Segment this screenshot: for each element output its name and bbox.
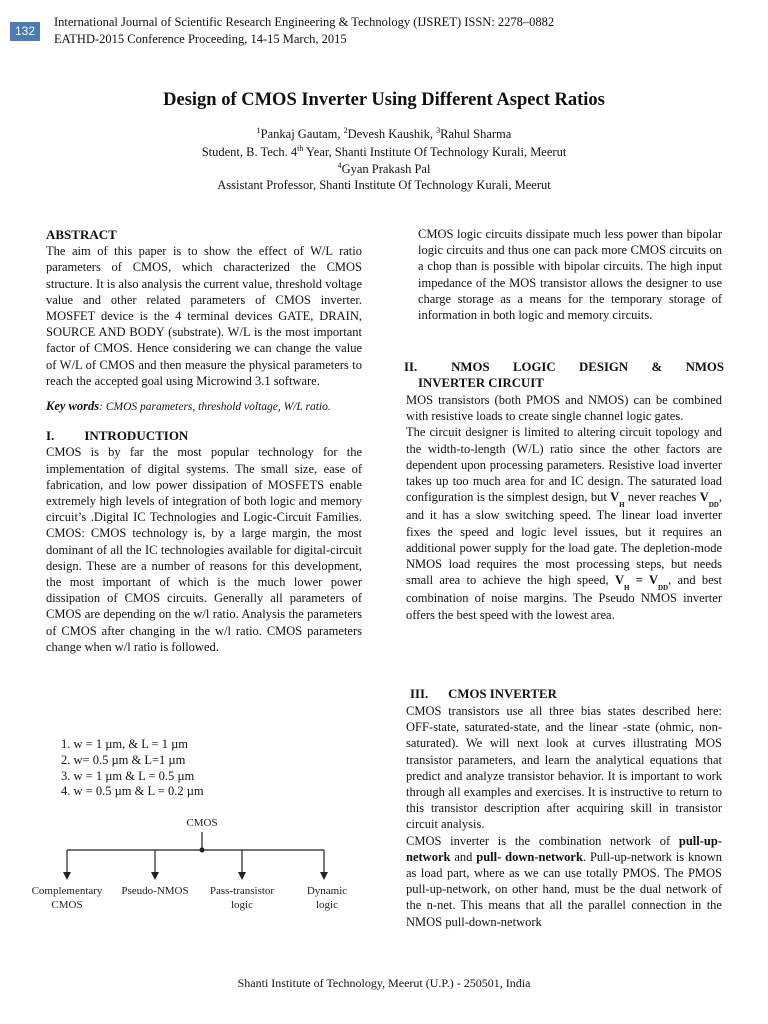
professor-affiliation: Assistant Professor, Shanti Institute Of Technology Kurali, Meerut	[217, 178, 551, 192]
arrowhead-icon	[238, 872, 246, 880]
intro-heading: I. INTRODUCTION	[46, 428, 189, 444]
keywords: Key words: CMOS parameters, threshold voltage, W/L ratio.	[46, 399, 331, 414]
page-footer: Shanti Institute of Technology, Meerut (U.P.) - 250501, India	[237, 976, 531, 990]
sec2-para-2: The circuit designer is limited to altering circuit topology and the width-to-length (W/L) ratio since the other factors are dependent upon processing parameters. Resistive load inverter takes up too much area for and IC design. The saturated load configuration is the simplest design, but $V_H$ never reaches $V_{DD}$, and it has a slow switching speed. The linear load inverter fixes the speed and logic level issues, but it requires an additional power supply for the load gate. The depletion-mode NMOS load requires the most processing steps, but needs small area to achieve the high speed, $V_H = V_{DD}$, and best combination of noise margins. The Pseudo NMOS inverter offers the best speed with the lowest area.	[406, 425, 722, 622]
author-1: Pankaj Gautam,	[260, 127, 344, 142]
author-4: Gyan Prakash Pal	[341, 162, 431, 177]
section-3-body	[406, 703, 722, 930]
diagram-child-label: Pseudo-NMOS	[121, 885, 189, 897]
diagram-child-label: Pass-transistor	[209, 885, 275, 897]
diagram-child-label-line2: CMOS	[51, 899, 83, 911]
arrowhead-icon	[151, 872, 159, 880]
list-item: 3. w = 1 µm & L = 0.5 µm	[61, 768, 195, 783]
abstract-heading: ABSTRACT	[46, 227, 117, 242]
abstract-text: The aim of this paper is to show the effect of W/L ratio parameters of CMOS, which characterized the CMOS structure. It is also analysis the current value, threshold voltage value and other related parameters of CMOS inverter. MOSFET device is the 4 terminal devices GATE, DRAIN, SOURCE AND BODY (substrate). W/L is the most important factor of CMOS. Hence considering we can change the value of W/L of CMOS and then measure the physical parameters to reach the accepted goal using Microwind 3.1 software.	[46, 244, 362, 388]
diagram-child-label: Complementary	[31, 885, 103, 897]
arrowhead-icon	[63, 872, 71, 880]
list-item: 4. w = 0.5 µm & L = 0.2 µm	[61, 784, 204, 799]
right-para-1: CMOS logic circuits dissipate much less power than bipolar logic circuits and thus one can pack more CMOS circuits on a chop than is possible with bipolar circuits. The high input impedance of the MOS transistor allows the designer to use charge storage as a means for the temporary storage of information in both logic and memory circuits.	[418, 227, 722, 323]
section-2-heading: II. NMOS LOGIC DESIGN & NMOS INVERTER CIRCUIT	[404, 360, 724, 390]
conference-header: EATHD-2015 Conference Proceeding, 14-15 March, 2015	[54, 32, 347, 46]
aspect-ratio-list	[61, 737, 204, 800]
author-4-line: $^4$Gyan Prakash Pal	[337, 161, 431, 177]
diagram-root-label: CMOS	[186, 817, 218, 829]
diagram-child-label-line2: logic	[231, 899, 253, 911]
section-3-heading: III. CMOS INVERTER	[410, 687, 557, 701]
arrowhead-icon	[320, 872, 328, 880]
right-column-top	[418, 226, 722, 323]
sec3-para-2: CMOS inverter is the combination network of pull-up-network and pull- down-network. Pull-up-network is known as load part, where as we can use totally PMOS. The PMOS pull-up-network, on other hand, must be the dual network of the n-net. This means that all the parallel connection in the NMOS pull-down-network	[406, 833, 722, 929]
author-3: Rahul Sharma	[440, 127, 512, 142]
list-item: 1. w = 1 µm, & L = 1 µm	[61, 737, 188, 751]
sec2-para-1: MOS transistors (both PMOS and NMOS) can be combined with resistive loads to create single channel logic gates.	[406, 393, 722, 424]
section-2-body	[406, 392, 722, 623]
student-affiliation: Student, B. Tech. 4th Year, Shanti Institute Of Technology Kurali, Meerut	[201, 144, 567, 160]
diagram-child-label-line2: logic	[316, 899, 338, 911]
sec3-para-1: CMOS transistors use all three bias states described here: OFF-state, saturated-state, and the linear -state (ohmic, non-saturated). We will next look at curves illustrating MOS transistor parameters, and learn the analytical equations that predict and analyze transistor behavior. It is important to work through all examples and exercises. It is instructive to return to this transistor description after acquiring skill in transistor circuit analysis.	[406, 704, 722, 832]
intro-text: CMOS is by far the most popular technology for the implementation of digital systems. The small size, ease of fabrication, and low power dissipation of MOSFETS enable extremely high levels of integration of both logic and memory circuit’s .Digital IC Technologies and Logic-Circuit Families. CMOS: CMOS technology is, by a large margin, the most dominant of all the IC technologies available for digital-circuit design. These are a number of reasons for this development, the most important of which is the much lower power dissipation of CMOS circuits. Generally all parameters of CMOS are depending on the w/l ratio. Analysis the parameters of CMOS after changing in the w/l ratio. CMOS parameters change when w/l ratio is followed.	[46, 445, 362, 654]
paper-title: Design of CMOS Inverter Using Different Aspect Ratios	[163, 90, 605, 110]
journal-header: International Journal of Scientific Research Engineering & Technology (IJSRET) ISSN: 2278–0882	[54, 15, 555, 29]
page-number-badge: 132	[10, 22, 40, 41]
cmos-family-diagram	[20, 808, 380, 918]
diagram-child-label: Dynamic	[306, 885, 348, 897]
author-2: Devesh Kaushik,	[347, 127, 437, 142]
author-line: $^1$Pankaj Gautam, $^2$Devesh Kaushik, $^3$Rahul Sharma	[256, 126, 512, 142]
left-column	[46, 227, 362, 655]
list-item: 2. w= 0.5 µm & L=1 µm	[61, 752, 186, 767]
